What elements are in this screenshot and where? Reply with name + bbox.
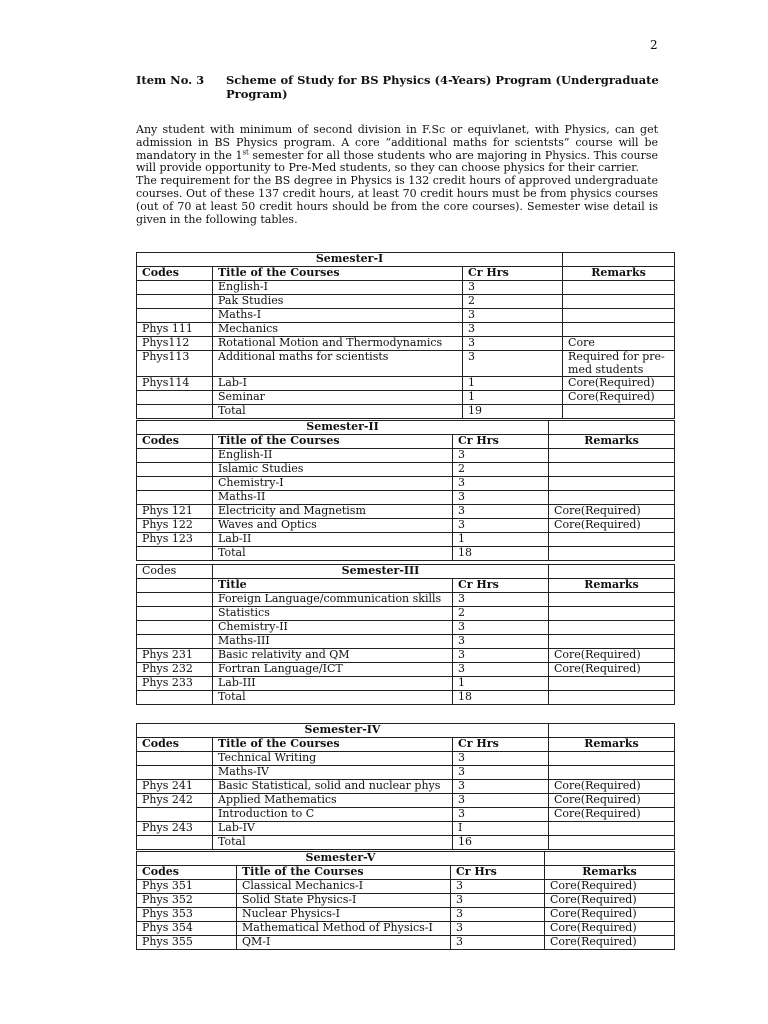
page-number: 2 — [650, 38, 658, 52]
semester-3-title: Semester-III — [213, 565, 549, 579]
course-remarks — [549, 836, 675, 850]
course-remarks — [549, 449, 675, 463]
table-row — [137, 936, 675, 950]
course-remarks — [563, 405, 675, 419]
course-credit-hours: 3 — [451, 894, 545, 908]
table-row — [137, 908, 675, 922]
table-row — [137, 391, 675, 405]
course-remarks — [549, 477, 675, 491]
table-row — [137, 922, 675, 936]
course-code — [137, 836, 213, 850]
course-remarks: Core(Required) — [549, 649, 675, 663]
course-title: Fortran Language/ICT — [213, 663, 453, 677]
table-row — [137, 880, 675, 894]
course-remarks: Core(Required) — [549, 794, 675, 808]
course-title: Islamic Studies — [213, 463, 453, 477]
course-remarks — [563, 295, 675, 309]
course-code — [137, 295, 213, 309]
course-code: Phys 354 — [137, 922, 237, 936]
table-row — [137, 691, 675, 705]
course-remarks: Core(Required) — [549, 808, 675, 822]
table-row — [137, 449, 675, 463]
course-title: English-I — [213, 281, 463, 295]
course-remarks — [549, 766, 675, 780]
course-credit-hours: 3 — [453, 519, 549, 533]
header-codes: Codes — [137, 738, 213, 752]
course-code — [137, 391, 213, 405]
header-codes: Codes — [137, 866, 237, 880]
intro-paragraph-2: The requirement for the BS degree in Physics is 132 credit hours of approved undergraduate courses. Out of these 137 credit hours, at least 70 credit hours must be from physics courses (out of 70 at least 50 credit hours should be from the core courses). Semester wise detail is given in the following tables. — [136, 174, 658, 226]
course-title: Lab-IV — [213, 822, 453, 836]
table-row — [137, 323, 675, 337]
course-title: Seminar — [213, 391, 463, 405]
course-remarks: Core — [563, 337, 675, 351]
table-row — [137, 836, 675, 850]
course-credit-hours: 18 — [453, 547, 549, 561]
course-credit-hours: 3 — [451, 936, 545, 950]
header-remarks: Remarks — [549, 435, 675, 449]
course-credit-hours: 3 — [453, 449, 549, 463]
semester-1-table — [136, 252, 675, 419]
table-row — [137, 351, 675, 377]
course-title: Solid State Physics-I — [237, 894, 451, 908]
course-code: Phys114 — [137, 377, 213, 391]
course-title: Technical Writing — [213, 752, 453, 766]
table-row — [137, 463, 675, 477]
course-remarks — [549, 677, 675, 691]
course-credit-hours: 2 — [463, 295, 563, 309]
course-title: Chemistry-I — [213, 477, 453, 491]
table-row — [137, 281, 675, 295]
course-credit-hours: 3 — [453, 649, 549, 663]
course-title: Introduction to C — [213, 808, 453, 822]
course-credit-hours: 3 — [451, 908, 545, 922]
course-code — [137, 405, 213, 419]
course-code: Phys 121 — [137, 505, 213, 519]
course-remarks: Core(Required) — [545, 922, 675, 936]
course-title: Lab-III — [213, 677, 453, 691]
course-remarks: Core(Required) — [545, 936, 675, 950]
course-code — [137, 593, 213, 607]
course-credit-hours: 3 — [453, 635, 549, 649]
table-row — [137, 547, 675, 561]
course-code: Phys 243 — [137, 822, 213, 836]
course-code: Phys 111 — [137, 323, 213, 337]
course-code — [137, 477, 213, 491]
table-row — [137, 505, 675, 519]
course-credit-hours: 2 — [453, 607, 549, 621]
semester-1-title: Semester-I — [137, 253, 563, 267]
course-title: Statistics — [213, 607, 453, 621]
course-credit-hours: 3 — [453, 752, 549, 766]
header-remarks: Remarks — [563, 267, 675, 281]
table-row — [137, 766, 675, 780]
table-row — [137, 649, 675, 663]
course-credit-hours: 3 — [451, 922, 545, 936]
semester-3-codes-label: Codes — [137, 565, 213, 579]
course-code: Phys112 — [137, 337, 213, 351]
table-row — [137, 309, 675, 323]
course-remarks: Core(Required) — [549, 519, 675, 533]
course-remarks — [549, 607, 675, 621]
course-credit-hours: 3 — [453, 766, 549, 780]
course-credit-hours: 2 — [453, 463, 549, 477]
course-code: Phys 353 — [137, 908, 237, 922]
course-credit-hours: 3 — [453, 505, 549, 519]
semester-2-table — [136, 420, 675, 561]
course-code: Phys 241 — [137, 780, 213, 794]
course-remarks — [549, 547, 675, 561]
table-row — [137, 295, 675, 309]
header-title: Title of the Courses — [213, 267, 463, 281]
course-remarks: Core(Required) — [549, 780, 675, 794]
intro-text — [136, 124, 658, 226]
course-code: Phys 242 — [137, 794, 213, 808]
course-code: Phys 233 — [137, 677, 213, 691]
header-codes: Codes — [137, 435, 213, 449]
table-row — [137, 663, 675, 677]
course-code — [137, 635, 213, 649]
course-code — [137, 607, 213, 621]
table-row — [137, 752, 675, 766]
course-credit-hours: 3 — [453, 794, 549, 808]
course-title: Lab-II — [213, 533, 453, 547]
semester-2-title: Semester-II — [137, 421, 549, 435]
semester-4-title: Semester-IV — [137, 724, 549, 738]
header-cr-hrs: Cr Hrs — [453, 435, 549, 449]
course-credit-hours: 3 — [453, 593, 549, 607]
course-credit-hours: 3 — [453, 780, 549, 794]
course-credit-hours: 1 — [453, 677, 549, 691]
course-code: Phys113 — [137, 351, 213, 377]
course-code — [137, 463, 213, 477]
course-remarks: Core(Required) — [545, 908, 675, 922]
intro-paragraph-1: Any student with minimum of second division in F.Sc or equivlanet, with Physics, can get admission in BS Physics program. A core “additional maths for scientsts” course will be mandatory in the 1st semester for all those students who are majoring in Physics. This course will provide opportunity to Pre-Med students, so they can choose physics for their carrier. — [136, 123, 659, 175]
semester-3-table — [136, 564, 675, 705]
course-title: Basic relativity and QM — [213, 649, 453, 663]
course-remarks — [563, 281, 675, 295]
course-credit-hours: 1 — [453, 533, 549, 547]
course-credit-hours: 3 — [451, 880, 545, 894]
course-title: Maths-IV — [213, 766, 453, 780]
course-title: Waves and Optics — [213, 519, 453, 533]
course-title: Electricity and Magnetism — [213, 505, 453, 519]
course-remarks — [549, 822, 675, 836]
course-code — [137, 621, 213, 635]
course-credit-hours: I — [453, 822, 549, 836]
header-cr-hrs: Cr Hrs — [451, 866, 545, 880]
header-title: Title of the Courses — [237, 866, 451, 880]
course-credit-hours: 3 — [453, 491, 549, 505]
table-row — [137, 621, 675, 635]
course-title: Maths-III — [213, 635, 453, 649]
table-row — [137, 894, 675, 908]
table-row — [137, 405, 675, 419]
table-row — [137, 808, 675, 822]
course-code — [137, 491, 213, 505]
header-cr-hrs: Cr Hrs — [463, 267, 563, 281]
course-credit-hours: 3 — [463, 337, 563, 351]
course-credit-hours: 19 — [463, 405, 563, 419]
header-cr-hrs: Cr Hrs — [453, 579, 549, 593]
course-title: Total — [213, 405, 463, 419]
table-row — [137, 635, 675, 649]
header-codes: Codes — [137, 267, 213, 281]
table-row — [137, 491, 675, 505]
course-title: Chemistry-II — [213, 621, 453, 635]
course-title: Applied Mathematics — [213, 794, 453, 808]
course-title: Mathematical Method of Physics-I — [237, 922, 451, 936]
course-remarks — [549, 593, 675, 607]
table-row — [137, 519, 675, 533]
course-code — [137, 691, 213, 705]
course-remarks: Core(Required) — [563, 377, 675, 391]
course-remarks — [549, 752, 675, 766]
course-remarks: Core(Required) — [549, 663, 675, 677]
course-credit-hours: 3 — [463, 351, 563, 377]
course-code: Phys 355 — [137, 936, 237, 950]
table-row — [137, 533, 675, 547]
header-remarks: Remarks — [549, 579, 675, 593]
course-remarks — [549, 533, 675, 547]
header-cr-hrs: Cr Hrs — [453, 738, 549, 752]
table-row — [137, 822, 675, 836]
table-row — [137, 337, 675, 351]
course-title: Total — [213, 836, 453, 850]
course-code — [137, 309, 213, 323]
course-code: Phys 352 — [137, 894, 237, 908]
course-credit-hours: 16 — [453, 836, 549, 850]
table-row — [137, 607, 675, 621]
course-code: Phys 232 — [137, 663, 213, 677]
course-title: Pak Studies — [213, 295, 463, 309]
course-credit-hours: 3 — [453, 808, 549, 822]
course-remarks: Core(Required) — [549, 505, 675, 519]
table-row — [137, 794, 675, 808]
course-remarks — [563, 323, 675, 337]
header-title: Title of the Courses — [213, 738, 453, 752]
semester-5-table — [136, 851, 675, 950]
course-code — [137, 281, 213, 295]
course-title: Lab-I — [213, 377, 463, 391]
course-code — [137, 752, 213, 766]
course-credit-hours: 3 — [463, 323, 563, 337]
course-remarks — [563, 309, 675, 323]
semester-4-table — [136, 723, 675, 850]
course-title: English-II — [213, 449, 453, 463]
header-remarks: Remarks — [545, 866, 675, 880]
course-remarks — [549, 621, 675, 635]
course-title: QM-I — [237, 936, 451, 950]
course-title: Mechanics — [213, 323, 463, 337]
course-credit-hours: 3 — [453, 663, 549, 677]
table-row — [137, 477, 675, 491]
table-row — [137, 677, 675, 691]
item-number: Item No. 3 — [136, 73, 205, 87]
course-remarks: Core(Required) — [545, 894, 675, 908]
table-row — [137, 593, 675, 607]
course-title: Basic Statistical, solid and nuclear phys — [213, 780, 453, 794]
course-code — [137, 547, 213, 561]
course-remarks — [549, 691, 675, 705]
course-credit-hours: 3 — [453, 477, 549, 491]
header-title: Title of the Courses — [213, 435, 453, 449]
course-code: Phys 123 — [137, 533, 213, 547]
table-row — [137, 377, 675, 391]
table-row — [137, 780, 675, 794]
course-title: Maths-II — [213, 491, 453, 505]
course-title: Foreign Language/communication skills — [213, 593, 453, 607]
course-credit-hours: 1 — [463, 377, 563, 391]
course-code: Phys 122 — [137, 519, 213, 533]
course-code — [137, 449, 213, 463]
course-remarks: Core(Required) — [563, 391, 675, 405]
semester-5-title: Semester-V — [137, 852, 545, 866]
course-credit-hours: 1 — [463, 391, 563, 405]
course-title: Nuclear Physics-I — [237, 908, 451, 922]
course-code — [137, 766, 213, 780]
course-remarks: Required for pre-med students — [563, 351, 675, 377]
course-title: Rotational Motion and Thermodynamics — [213, 337, 463, 351]
scheme-title: Scheme of Study for BS Physics (4-Years) Program (Undergraduate Program) — [226, 73, 659, 101]
course-title: Classical Mechanics-I — [237, 880, 451, 894]
course-remarks — [549, 491, 675, 505]
course-code — [137, 808, 213, 822]
header-title: Title — [213, 579, 453, 593]
course-title: Maths-I — [213, 309, 463, 323]
course-title: Additional maths for scientists — [213, 351, 463, 377]
course-title: Total — [213, 547, 453, 561]
course-remarks: Core(Required) — [545, 880, 675, 894]
course-credit-hours: 18 — [453, 691, 549, 705]
course-title: Total — [213, 691, 453, 705]
course-credit-hours: 3 — [463, 281, 563, 295]
course-credit-hours: 3 — [453, 621, 549, 635]
course-remarks — [549, 463, 675, 477]
course-remarks — [549, 635, 675, 649]
course-code: Phys 231 — [137, 649, 213, 663]
header-remarks: Remarks — [549, 738, 675, 752]
course-code: Phys 351 — [137, 880, 237, 894]
course-credit-hours: 3 — [463, 309, 563, 323]
